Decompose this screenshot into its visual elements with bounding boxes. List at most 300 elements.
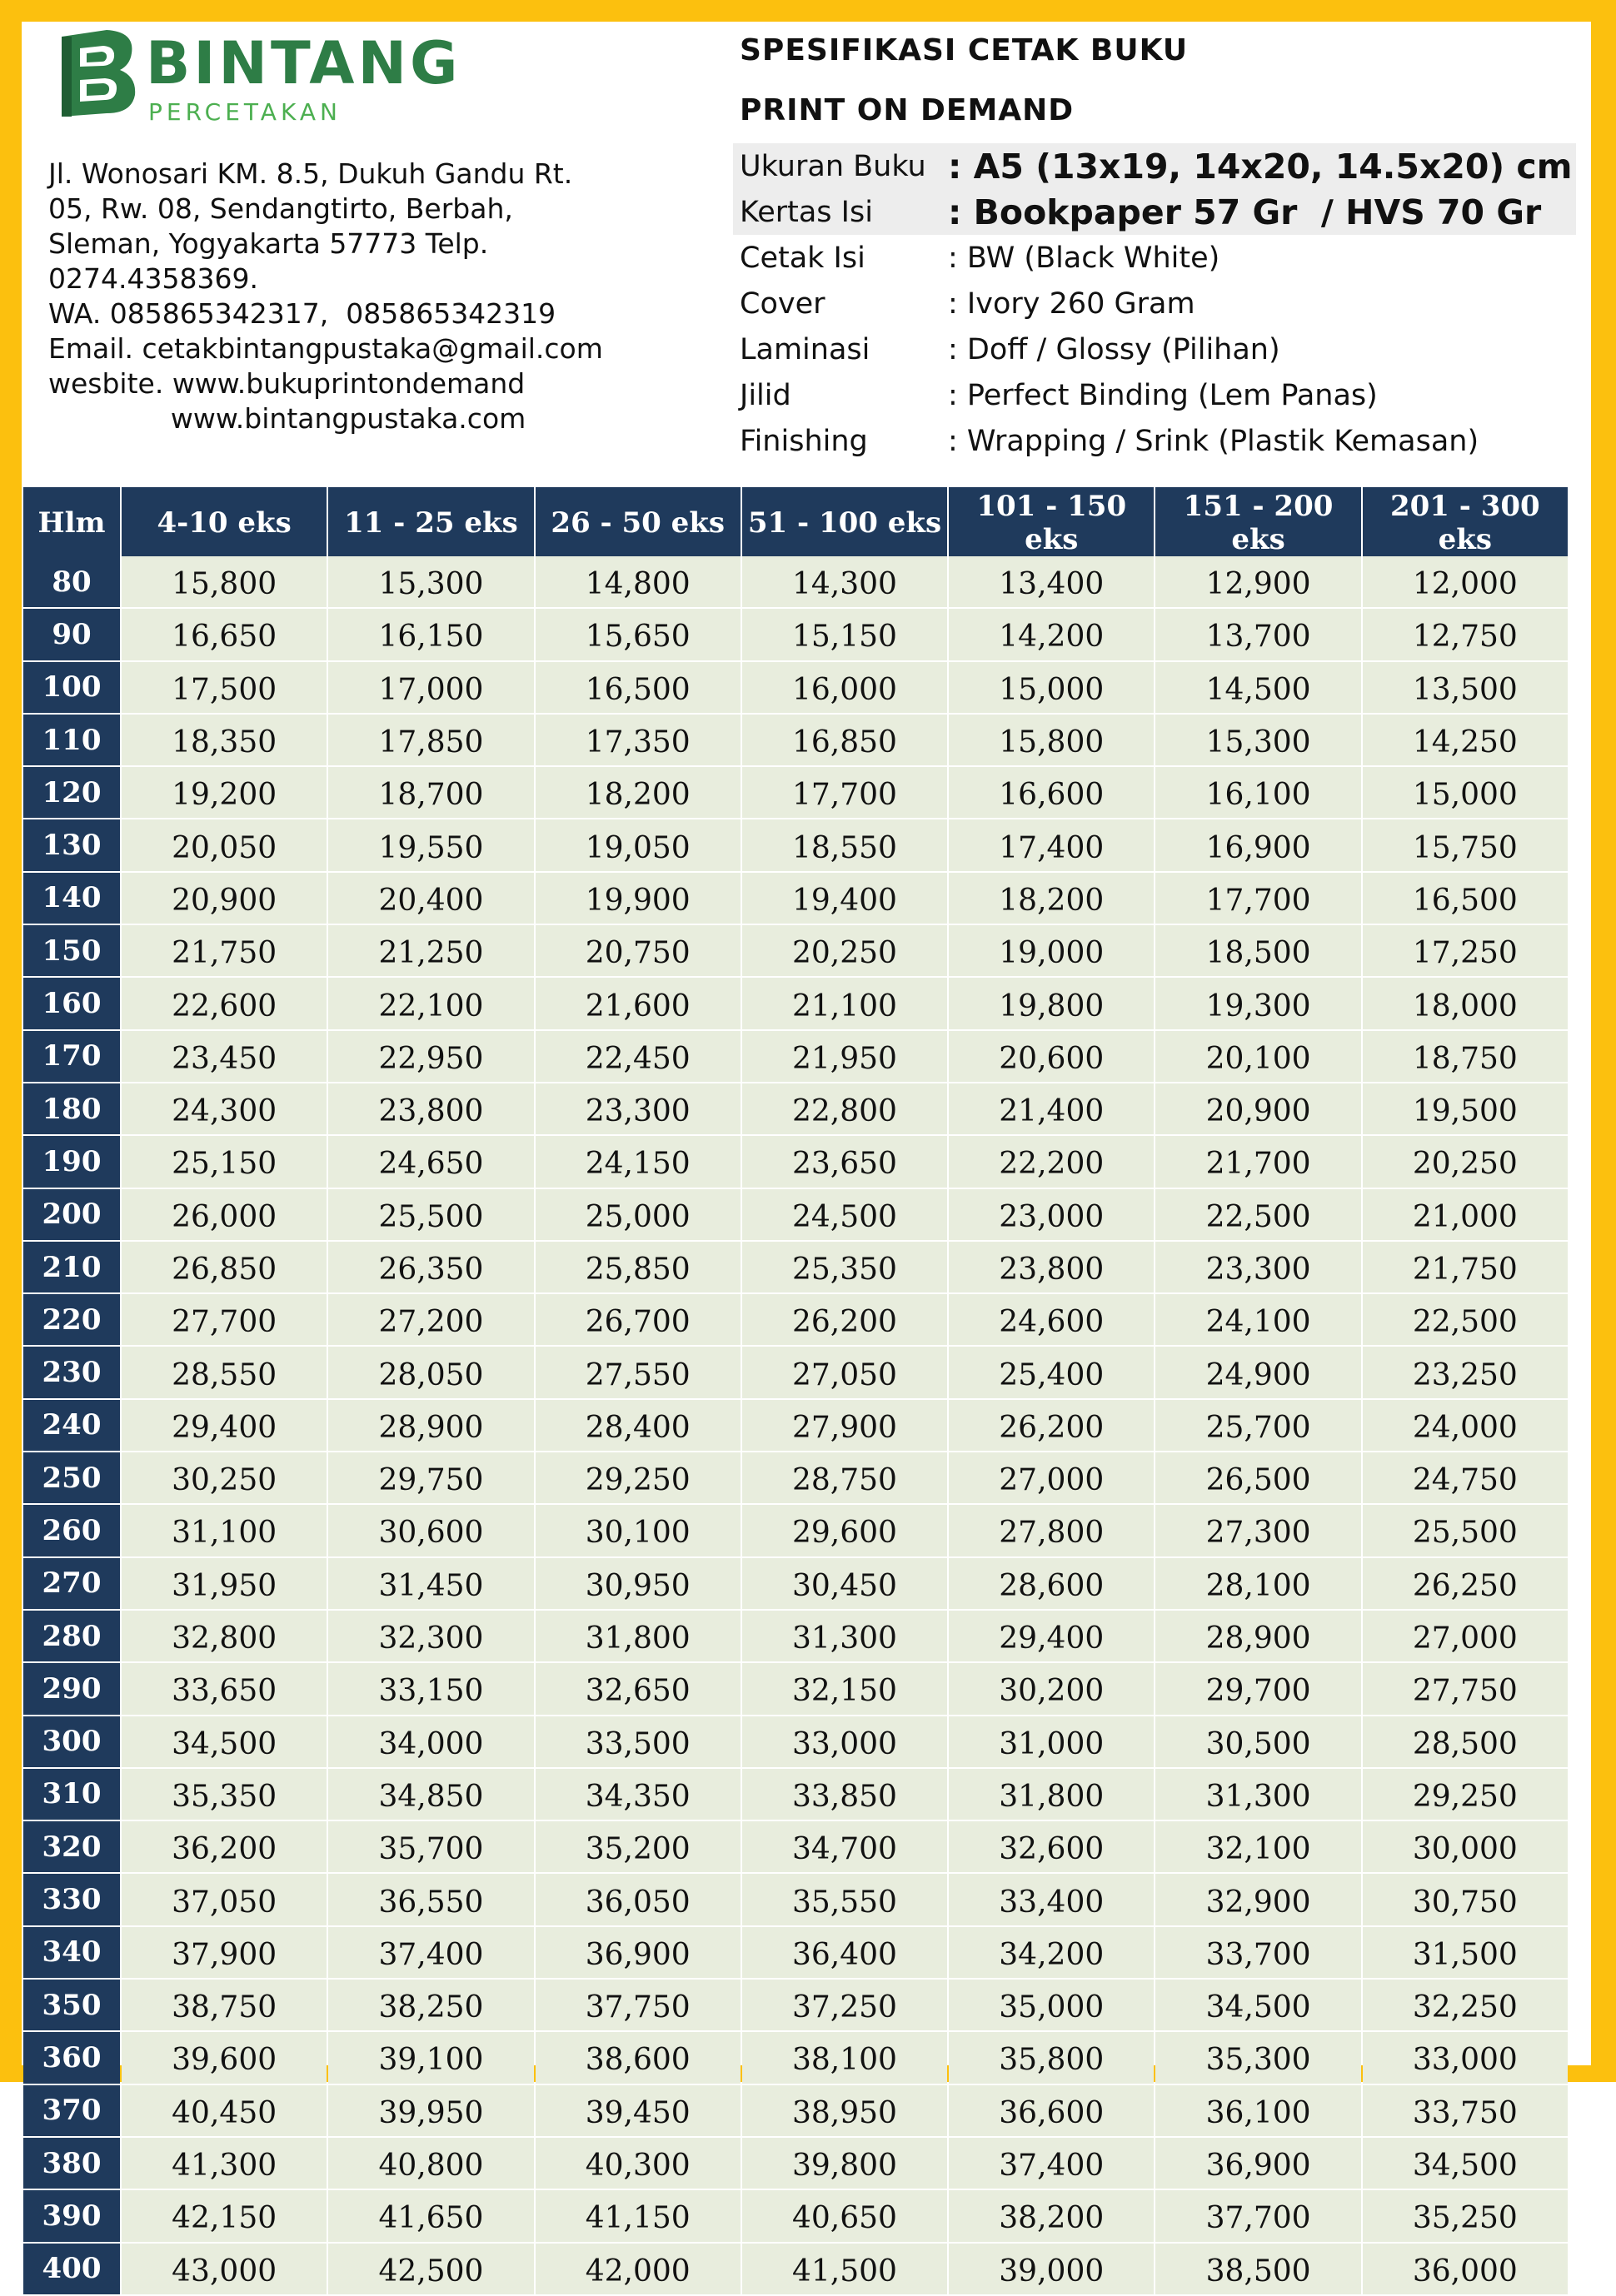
- price-cell: 28,100: [1155, 1558, 1360, 1611]
- price-cell: 22,200: [949, 1136, 1154, 1188]
- price-cell: 19,200: [122, 767, 327, 819]
- price-cell: 18,500: [1155, 925, 1360, 978]
- price-cell: 22,500: [1155, 1189, 1360, 1242]
- pages-cell: 210: [23, 1242, 120, 1294]
- table-row: [23, 2032, 1568, 2084]
- pages-cell: 130: [23, 819, 120, 872]
- table-row: [23, 1400, 1568, 1452]
- price-cell: 28,550: [122, 1347, 327, 1399]
- table-row: [23, 2085, 1568, 2138]
- pages-cell: 300: [23, 1716, 120, 1769]
- address-line: Sleman, Yogyakarta 57773 Telp.: [48, 227, 489, 260]
- table-row: [23, 767, 1568, 819]
- spec-value: : Doff / Glossy (Pilihan): [948, 332, 1280, 366]
- price-cell: 14,800: [536, 556, 741, 609]
- spec-value: : Bookpaper 57 Gr / HVS 70 Gr: [948, 192, 1542, 232]
- price-cell: 41,300: [122, 2138, 327, 2190]
- price-cell: 30,200: [949, 1663, 1154, 1716]
- price-cell: 25,400: [949, 1347, 1154, 1399]
- price-cell: 23,800: [949, 1242, 1154, 1294]
- spec-label: Laminasi: [740, 332, 870, 366]
- price-cell: 38,100: [742, 2032, 947, 2084]
- price-cell: 20,250: [1363, 1136, 1568, 1188]
- price-cell: 16,100: [1155, 767, 1360, 819]
- price-cell: 27,300: [1155, 1505, 1360, 1557]
- spec-label: Finishing: [740, 424, 868, 458]
- table-row: [23, 1452, 1568, 1505]
- price-cell: 35,800: [949, 2032, 1154, 2084]
- price-cell: 15,750: [1363, 819, 1568, 872]
- pages-cell: 140: [23, 873, 120, 925]
- price-cell: 29,250: [1363, 1769, 1568, 1821]
- price-cell: 32,300: [328, 1611, 533, 1663]
- price-cell: 38,600: [536, 2032, 741, 2084]
- price-cell: 39,950: [328, 2085, 533, 2138]
- price-cell: 12,000: [1363, 556, 1568, 609]
- price-cell: 16,650: [122, 609, 327, 661]
- price-cell: 33,700: [1155, 1927, 1360, 1980]
- price-cell: 25,350: [742, 1242, 947, 1294]
- price-cell: 13,700: [1155, 609, 1360, 661]
- table-row: [23, 1083, 1568, 1136]
- price-cell: 32,250: [1363, 1980, 1568, 2032]
- price-cell: 14,500: [1155, 662, 1360, 715]
- price-cell: 36,900: [536, 1927, 741, 1980]
- price-cell: 35,700: [328, 1821, 533, 1874]
- price-cell: 41,650: [328, 2190, 533, 2243]
- pages-cell: 390: [23, 2190, 120, 2243]
- price-cell: 27,000: [949, 1452, 1154, 1505]
- table-row: [23, 1611, 1568, 1663]
- table-row: [23, 1294, 1568, 1347]
- price-cell: 27,550: [536, 1347, 741, 1399]
- brand-name: BINTANG: [146, 29, 461, 97]
- price-cell: 34,000: [328, 1716, 533, 1769]
- pages-cell: 200: [23, 1189, 120, 1242]
- pages-cell: 160: [23, 978, 120, 1030]
- table-row: [23, 1347, 1568, 1399]
- spec-row-paper: [733, 189, 1576, 235]
- price-cell: 23,650: [742, 1136, 947, 1188]
- address-line: Jl. Wonosari KM. 8.5, Dukuh Gandu Rt.: [48, 157, 573, 190]
- price-cell: 34,850: [328, 1769, 533, 1821]
- price-cell: 40,300: [536, 2138, 741, 2190]
- price-cell: 28,050: [328, 1347, 533, 1399]
- price-cell: 33,000: [742, 1716, 947, 1769]
- price-cell: 15,800: [949, 715, 1154, 767]
- price-cell: 27,050: [742, 1347, 947, 1399]
- price-cell: 14,200: [949, 609, 1154, 661]
- price-cell: 27,000: [1363, 1611, 1568, 1663]
- price-cell: 20,250: [742, 925, 947, 978]
- price-cell: 22,450: [536, 1031, 741, 1083]
- price-cell: 17,700: [1155, 873, 1360, 925]
- price-cell: 19,900: [536, 873, 741, 925]
- price-cell: 36,000: [1363, 2244, 1568, 2296]
- price-cell: 21,750: [122, 925, 327, 978]
- spec-row-lamination: [733, 326, 1576, 372]
- price-cell: 34,500: [1155, 1980, 1360, 2032]
- price-cell: 35,000: [949, 1980, 1154, 2032]
- price-cell: 30,500: [1155, 1716, 1360, 1769]
- price-cell: 20,400: [328, 873, 533, 925]
- price-cell: 35,200: [536, 1821, 741, 1874]
- price-cell: 20,100: [1155, 1031, 1360, 1083]
- price-cell: 24,650: [328, 1136, 533, 1188]
- price-cell: 32,600: [949, 1821, 1154, 1874]
- pages-cell: 330: [23, 1874, 120, 1926]
- price-cell: 29,750: [328, 1452, 533, 1505]
- price-cell: 37,700: [1155, 2190, 1360, 2243]
- price-cell: 33,150: [328, 1663, 533, 1716]
- price-cell: 31,500: [1363, 1927, 1568, 1980]
- table-row: [23, 1874, 1568, 1926]
- table-row: [23, 873, 1568, 925]
- price-cell: 24,500: [742, 1189, 947, 1242]
- price-cell: 33,000: [1363, 2032, 1568, 2084]
- price-cell: 16,150: [328, 609, 533, 661]
- price-cell: 22,800: [742, 1083, 947, 1136]
- price-cell: 29,400: [949, 1611, 1154, 1663]
- price-cell: 19,000: [949, 925, 1154, 978]
- price-cell: 17,700: [742, 767, 947, 819]
- price-cell: 32,650: [536, 1663, 741, 1716]
- table-row: [23, 1663, 1568, 1716]
- price-cell: 29,250: [536, 1452, 741, 1505]
- price-cell: 16,600: [949, 767, 1154, 819]
- table-row: [23, 2190, 1568, 2243]
- price-cell: 27,900: [742, 1400, 947, 1452]
- price-cell: 37,400: [949, 2138, 1154, 2190]
- price-cell: 23,450: [122, 1031, 327, 1083]
- price-cell: 37,750: [536, 1980, 741, 2032]
- price-cell: 31,800: [949, 1769, 1154, 1821]
- pages-cell: 230: [23, 1347, 120, 1399]
- price-cell: 18,000: [1363, 978, 1568, 1030]
- pages-cell: 320: [23, 1821, 120, 1874]
- spec-subtitle: PRINT ON DEMAND: [740, 93, 1075, 127]
- price-cell: 37,050: [122, 1874, 327, 1926]
- phone-line: WA. 085865342317, 085865342319: [48, 297, 556, 330]
- price-cell: 40,450: [122, 2085, 327, 2138]
- pages-cell: 240: [23, 1400, 120, 1452]
- price-cell: 33,750: [1363, 2085, 1568, 2138]
- price-cell: 33,500: [536, 1716, 741, 1769]
- price-cell: 19,050: [536, 819, 741, 872]
- price-cell: 31,450: [328, 1558, 533, 1611]
- price-cell: 25,000: [536, 1189, 741, 1242]
- table-row: [23, 1821, 1568, 1874]
- price-cell: 24,750: [1363, 1452, 1568, 1505]
- price-cell: 18,550: [742, 819, 947, 872]
- table-row: [23, 1558, 1568, 1611]
- price-cell: 21,600: [536, 978, 741, 1030]
- price-cell: 20,900: [122, 873, 327, 925]
- price-cell: 22,100: [328, 978, 533, 1030]
- price-table-header: [23, 487, 1568, 556]
- spec-value: : Wrapping / Srink (Plastik Kemasan): [948, 424, 1479, 458]
- price-cell: 42,000: [536, 2244, 741, 2296]
- price-cell: 26,500: [1155, 1452, 1360, 1505]
- table-row: [23, 1716, 1568, 1769]
- price-cell: 32,150: [742, 1663, 947, 1716]
- price-cell: 29,700: [1155, 1663, 1360, 1716]
- price-cell: 39,000: [949, 2244, 1154, 2296]
- column-header: 4-10 eks: [122, 487, 327, 556]
- price-cell: 24,900: [1155, 1347, 1360, 1399]
- price-cell: 28,750: [742, 1452, 947, 1505]
- column-header: 151 - 200 eks: [1155, 487, 1360, 556]
- price-cell: 32,900: [1155, 1874, 1360, 1926]
- price-cell: 34,350: [536, 1769, 741, 1821]
- price-cell: 19,400: [742, 873, 947, 925]
- price-cell: 42,500: [328, 2244, 533, 2296]
- spec-label: Ukuran Buku: [740, 149, 926, 183]
- price-cell: 25,850: [536, 1242, 741, 1294]
- address-line: 05, Rw. 08, Sendangtirto, Berbah,: [48, 192, 513, 225]
- pages-cell: 150: [23, 925, 120, 978]
- price-cell: 30,750: [1363, 1874, 1568, 1926]
- spec-row-finishing: [733, 418, 1576, 464]
- price-cell: 18,200: [949, 873, 1154, 925]
- price-cell: 21,000: [1363, 1189, 1568, 1242]
- price-cell: 42,150: [122, 2190, 327, 2243]
- price-cell: 17,400: [949, 819, 1154, 872]
- price-cell: 17,850: [328, 715, 533, 767]
- price-cell: 31,000: [949, 1716, 1154, 1769]
- price-cell: 40,650: [742, 2190, 947, 2243]
- column-header: 51 - 100 eks: [742, 487, 947, 556]
- price-cell: 26,200: [949, 1400, 1154, 1452]
- brand-subtitle: PERCETAKAN: [148, 98, 342, 126]
- spec-value: : A5 (13x19, 14x20, 14.5x20) cm: [948, 146, 1573, 187]
- table-row: [23, 1505, 1568, 1557]
- price-cell: 13,400: [949, 556, 1154, 609]
- spec-label: Cetak Isi: [740, 241, 865, 275]
- spec-value: : BW (Black White): [948, 241, 1220, 275]
- price-cell: 35,300: [1155, 2032, 1360, 2084]
- price-cell: 28,900: [1155, 1611, 1360, 1663]
- price-cell: 25,500: [328, 1189, 533, 1242]
- price-cell: 28,900: [328, 1400, 533, 1452]
- price-cell: 19,500: [1363, 1083, 1568, 1136]
- table-row: [23, 1980, 1568, 2032]
- spec-label: Jilid: [740, 378, 791, 412]
- price-cell: 19,550: [328, 819, 533, 872]
- price-cell: 15,000: [949, 662, 1154, 715]
- price-cell: 23,800: [328, 1083, 533, 1136]
- price-cell: 12,900: [1155, 556, 1360, 609]
- price-cell: 18,750: [1363, 1031, 1568, 1083]
- price-cell: 17,000: [328, 662, 533, 715]
- price-cell: 15,300: [328, 556, 533, 609]
- price-cell: 20,750: [536, 925, 741, 978]
- pages-cell: 80: [23, 556, 120, 609]
- price-cell: 17,350: [536, 715, 741, 767]
- pages-cell: 380: [23, 2138, 120, 2190]
- bintang-logo-icon: [55, 27, 142, 118]
- table-row: [23, 1769, 1568, 1821]
- pages-cell: 190: [23, 1136, 120, 1188]
- pages-cell: 170: [23, 1031, 120, 1083]
- pages-cell: 220: [23, 1294, 120, 1347]
- price-cell: 28,600: [949, 1558, 1154, 1611]
- price-cell: 15,650: [536, 609, 741, 661]
- pages-cell: 310: [23, 1769, 120, 1821]
- price-cell: 37,900: [122, 1927, 327, 1980]
- price-cell: 25,150: [122, 1136, 327, 1188]
- price-cell: 33,650: [122, 1663, 327, 1716]
- table-row: [23, 715, 1568, 767]
- price-cell: 33,400: [949, 1874, 1154, 1926]
- price-table: [22, 487, 1569, 2296]
- price-cell: 22,950: [328, 1031, 533, 1083]
- price-cell: 18,200: [536, 767, 741, 819]
- pages-cell: 260: [23, 1505, 120, 1557]
- price-cell: 39,800: [742, 2138, 947, 2190]
- pages-cell: 120: [23, 767, 120, 819]
- pages-cell: 280: [23, 1611, 120, 1663]
- column-header: 11 - 25 eks: [328, 487, 533, 556]
- spec-row-print: [733, 235, 1576, 281]
- column-header: 201 - 300 eks: [1363, 487, 1568, 556]
- pages-cell: 270: [23, 1558, 120, 1611]
- price-cell: 16,500: [1363, 873, 1568, 925]
- price-cell: 24,600: [949, 1294, 1154, 1347]
- website-line: wesbite. www.bukuprintondemand: [48, 367, 526, 400]
- price-cell: 14,300: [742, 556, 947, 609]
- price-cell: 22,600: [122, 978, 327, 1030]
- price-cell: 15,150: [742, 609, 947, 661]
- table-row: [23, 1136, 1568, 1188]
- table-row: [23, 1189, 1568, 1242]
- spec-title: SPESIFIKASI CETAK BUKU: [740, 33, 1189, 67]
- price-cell: 31,300: [1155, 1769, 1360, 1821]
- spec-label: Cover: [740, 286, 825, 321]
- price-cell: 27,700: [122, 1294, 327, 1347]
- price-table-body: [23, 556, 1568, 2296]
- price-cell: 35,350: [122, 1769, 327, 1821]
- price-cell: 24,100: [1155, 1294, 1360, 1347]
- price-cell: 30,950: [536, 1558, 741, 1611]
- price-cell: 43,000: [122, 2244, 327, 2296]
- price-cell: 32,800: [122, 1611, 327, 1663]
- price-cell: 36,100: [1155, 2085, 1360, 2138]
- price-cell: 36,600: [949, 2085, 1154, 2138]
- price-cell: 24,300: [122, 1083, 327, 1136]
- price-cell: 25,700: [1155, 1400, 1360, 1452]
- price-cell: 30,600: [328, 1505, 533, 1557]
- price-cell: 15,800: [122, 556, 327, 609]
- price-cell: 36,550: [328, 1874, 533, 1926]
- price-cell: 16,850: [742, 715, 947, 767]
- price-cell: 30,250: [122, 1452, 327, 1505]
- price-cell: 28,400: [536, 1400, 741, 1452]
- price-cell: 38,500: [1155, 2244, 1360, 2296]
- price-cell: 38,250: [328, 1980, 533, 2032]
- price-cell: 36,050: [536, 1874, 741, 1926]
- price-cell: 31,800: [536, 1611, 741, 1663]
- column-header: 26 - 50 eks: [536, 487, 741, 556]
- price-cell: 35,250: [1363, 2190, 1568, 2243]
- price-cell: 38,750: [122, 1980, 327, 2032]
- table-row: [23, 2244, 1568, 2296]
- price-cell: 28,500: [1363, 1716, 1568, 1769]
- price-cell: 21,950: [742, 1031, 947, 1083]
- price-cell: 29,400: [122, 1400, 327, 1452]
- price-cell: 26,850: [122, 1242, 327, 1294]
- price-cell: 16,500: [536, 662, 741, 715]
- pages-cell: 250: [23, 1452, 120, 1505]
- price-cell: 20,050: [122, 819, 327, 872]
- price-cell: 31,100: [122, 1505, 327, 1557]
- price-cell: 35,550: [742, 1874, 947, 1926]
- price-cell: 39,100: [328, 2032, 533, 2084]
- price-cell: 27,200: [328, 1294, 533, 1347]
- spec-row-size: [733, 143, 1576, 189]
- pages-cell: 360: [23, 2032, 120, 2084]
- pages-cell: 290: [23, 1663, 120, 1716]
- price-cell: 12,750: [1363, 609, 1568, 661]
- price-cell: 18,350: [122, 715, 327, 767]
- price-cell: 24,150: [536, 1136, 741, 1188]
- spec-row-cover: [733, 281, 1576, 326]
- price-cell: 14,250: [1363, 715, 1568, 767]
- price-cell: 26,200: [742, 1294, 947, 1347]
- price-cell: 17,500: [122, 662, 327, 715]
- table-row: [23, 609, 1568, 661]
- price-cell: 33,850: [742, 1769, 947, 1821]
- price-cell: 26,250: [1363, 1558, 1568, 1611]
- table-row: [23, 925, 1568, 978]
- price-cell: 32,100: [1155, 1821, 1360, 1874]
- spec-label: Kertas Isi: [740, 195, 873, 229]
- price-cell: 23,000: [949, 1189, 1154, 1242]
- pages-cell: 370: [23, 2085, 120, 2138]
- spec-value: : Perfect Binding (Lem Panas): [948, 378, 1378, 412]
- price-cell: 26,000: [122, 1189, 327, 1242]
- price-cell: 34,200: [949, 1927, 1154, 1980]
- price-cell: 21,750: [1363, 1242, 1568, 1294]
- pages-cell: 340: [23, 1927, 120, 1980]
- price-cell: 19,800: [949, 978, 1154, 1030]
- price-cell: 20,900: [1155, 1083, 1360, 1136]
- price-cell: 31,950: [122, 1558, 327, 1611]
- price-cell: 21,400: [949, 1083, 1154, 1136]
- price-cell: 23,300: [1155, 1242, 1360, 1294]
- price-cell: 15,300: [1155, 715, 1360, 767]
- price-cell: 34,700: [742, 1821, 947, 1874]
- price-cell: 19,300: [1155, 978, 1360, 1030]
- spec-value: : Ivory 260 Gram: [948, 286, 1195, 321]
- price-cell: 26,700: [536, 1294, 741, 1347]
- pages-cell: 100: [23, 662, 120, 715]
- pages-cell: 110: [23, 715, 120, 767]
- price-cell: 27,800: [949, 1505, 1154, 1557]
- price-cell: 34,500: [1363, 2138, 1568, 2190]
- price-cell: 30,100: [536, 1505, 741, 1557]
- table-row: [23, 662, 1568, 715]
- column-header-pages: Hlm: [23, 487, 120, 556]
- price-cell: 21,700: [1155, 1136, 1360, 1188]
- table-row: [23, 1927, 1568, 1980]
- price-cell: 39,450: [536, 2085, 741, 2138]
- price-cell: 23,300: [536, 1083, 741, 1136]
- column-header: 101 - 150 eks: [949, 487, 1154, 556]
- price-cell: 17,250: [1363, 925, 1568, 978]
- spec-list: [733, 143, 1576, 464]
- price-cell: 21,250: [328, 925, 533, 978]
